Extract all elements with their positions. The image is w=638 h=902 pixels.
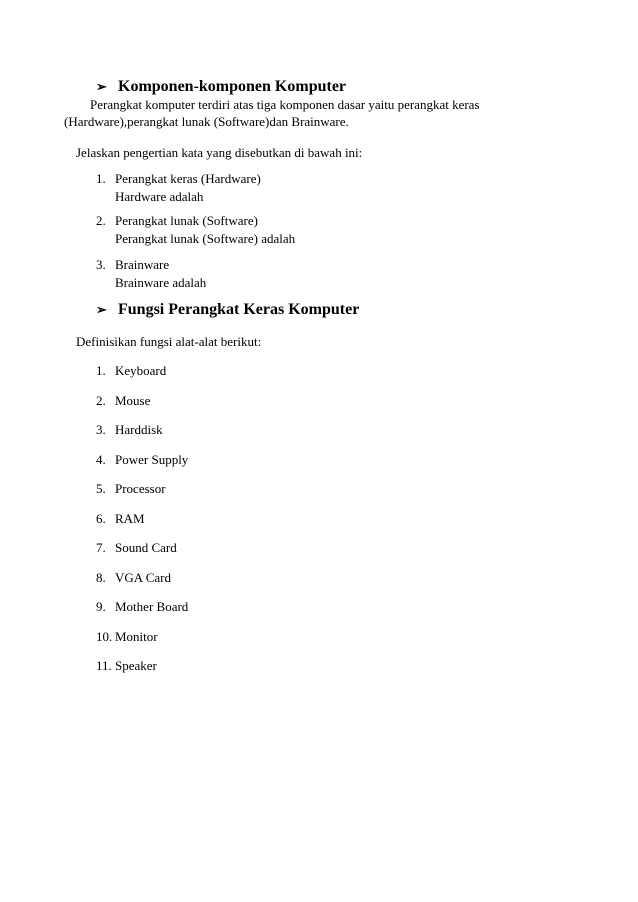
item-label: Mother Board: [115, 599, 189, 614]
item-label: Processor: [115, 481, 166, 496]
item-label: Keyboard: [115, 363, 167, 378]
section-heading-komponen: [96, 77, 346, 97]
arrow-bullet-icon: ➢: [96, 79, 107, 94]
item-answer: Perangkat lunak (Software) adalah: [115, 231, 296, 246]
intro-line-2: (Hardware),perangkat lunak (Software)dan Brainware.: [64, 114, 349, 129]
item-answer: Brainware adalah: [115, 275, 207, 290]
item-number: 6.: [96, 511, 106, 526]
item-label: Mouse: [115, 393, 151, 408]
item-number: 2.: [96, 393, 106, 408]
item-label: Harddisk: [115, 422, 163, 437]
item-term: Perangkat lunak (Software): [115, 213, 258, 228]
item-number: 3.: [96, 257, 106, 272]
item-label: Sound Card: [115, 540, 177, 555]
item-answer: Hardware adalah: [115, 189, 204, 204]
intro-line-1: Perangkat komputer terdiri atas tiga komponen dasar yaitu perangkat keras: [90, 97, 480, 112]
item-number: 11.: [96, 658, 112, 673]
section-title: Fungsi Perangkat Keras Komputer: [118, 301, 360, 318]
item-label: Power Supply: [115, 452, 189, 467]
item-number: 7.: [96, 540, 106, 555]
instruction-text: Definisikan fungsi alat-alat berikut:: [76, 334, 262, 349]
instruction-text: Jelaskan pengertian kata yang disebutkan di bawah ini:: [76, 145, 363, 160]
item-label: Monitor: [115, 629, 158, 644]
item-number: 2.: [96, 213, 106, 228]
item-number: 3.: [96, 422, 106, 437]
item-term: Perangkat keras (Hardware): [115, 171, 261, 186]
item-number: 4.: [96, 452, 106, 467]
item-number: 10.: [96, 629, 113, 644]
arrow-bullet-icon: ➢: [96, 302, 107, 317]
item-term: Brainware: [115, 257, 170, 272]
item-number: 1.: [96, 363, 106, 378]
item-label: VGA Card: [115, 570, 171, 585]
item-label: Speaker: [115, 658, 157, 673]
item-number: 1.: [96, 171, 106, 186]
section-heading-fungsi: [96, 300, 359, 320]
item-number: 5.: [96, 481, 106, 496]
item-number: 9.: [96, 599, 106, 614]
section-title: Komponen-komponen Komputer: [118, 78, 347, 95]
item-label: RAM: [115, 511, 145, 526]
item-number: 8.: [96, 570, 106, 585]
